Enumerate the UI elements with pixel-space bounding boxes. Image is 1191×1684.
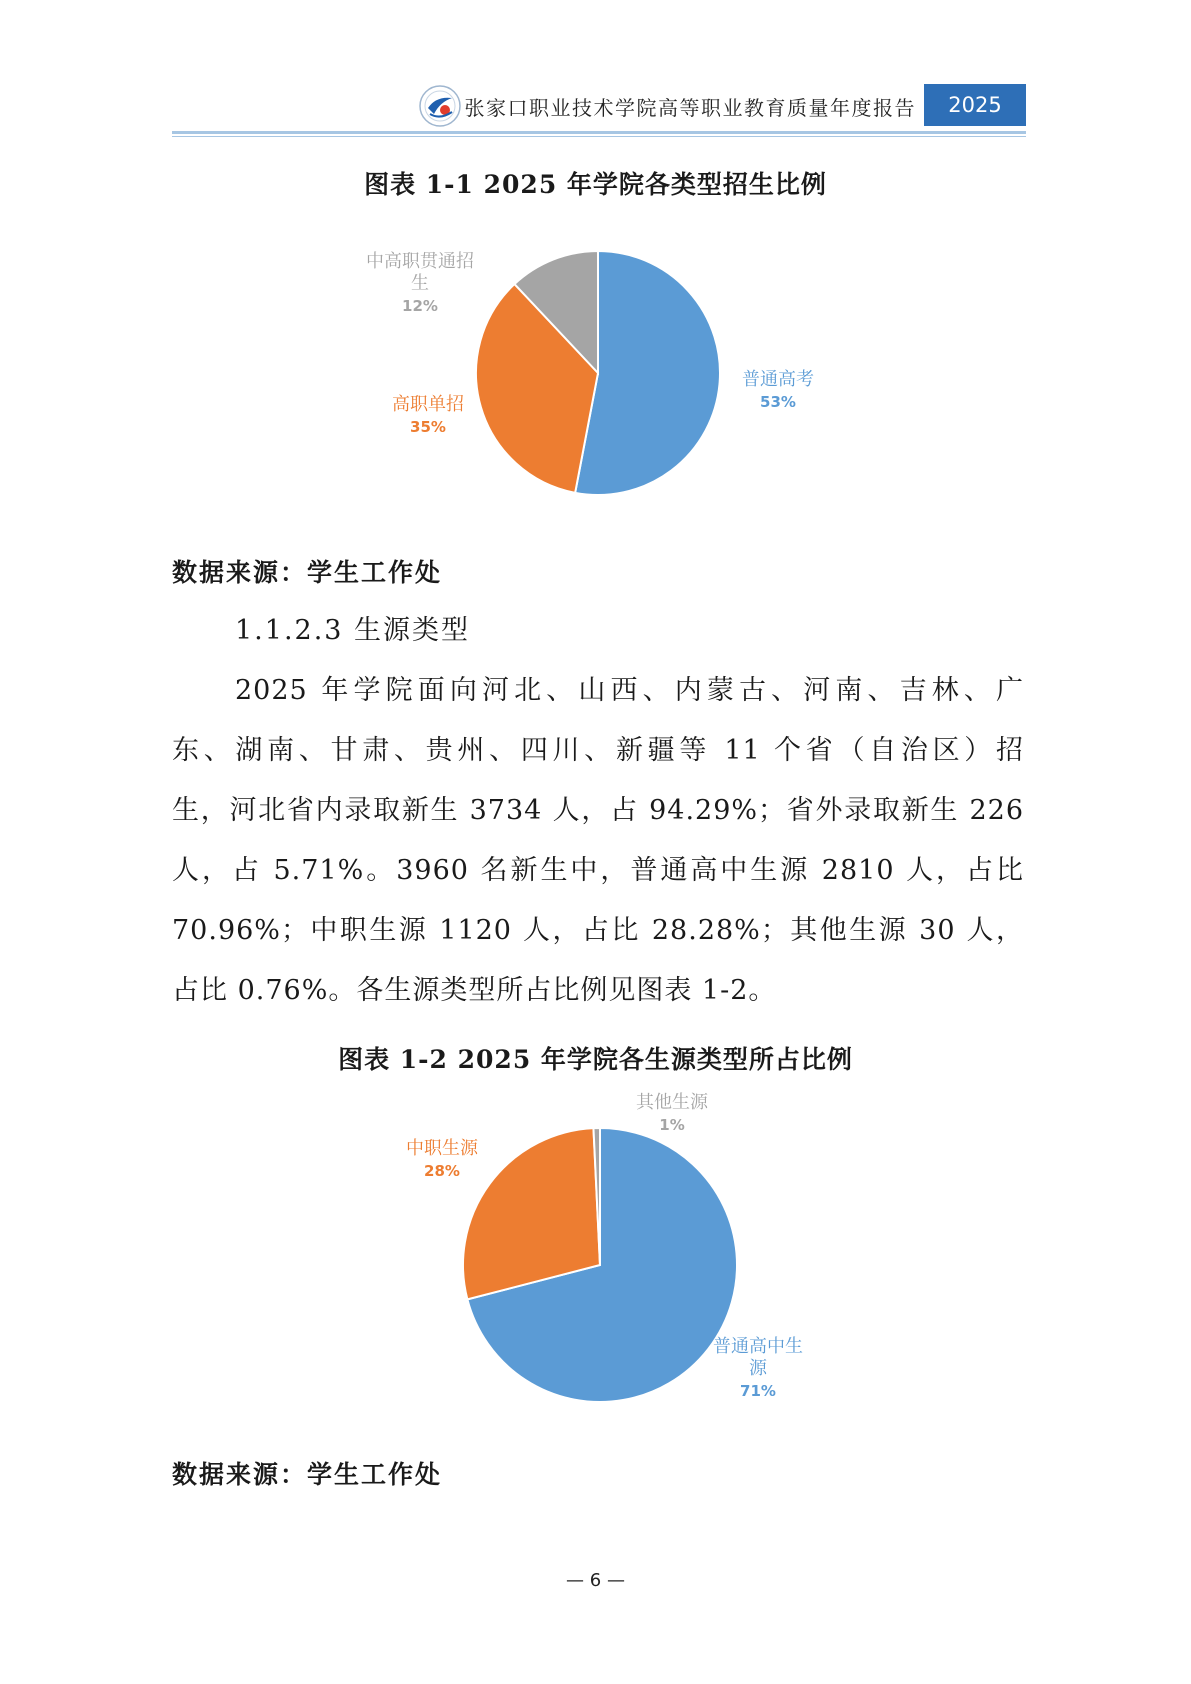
figure1-label-2-name-0: 中高职贯通招 xyxy=(366,251,474,272)
figure2-label-1-name-0: 中职生源 xyxy=(406,1138,478,1159)
figure1-label-1 xyxy=(392,394,464,436)
figure1-label-0-pct: 53% xyxy=(760,393,796,411)
figure2-label-1 xyxy=(406,1138,479,1180)
figure2-source: 数据来源：学生工作处 xyxy=(172,1460,443,1489)
figure2-label-0-name-0: 普通高中生 xyxy=(713,1336,803,1357)
figure1-label-2-pct: 12% xyxy=(402,297,438,315)
body-line-5: 70.96%；中职生源 1120 人，占比 28.28%；其他生源 30 人， xyxy=(172,915,1024,946)
year-badge: 2025 xyxy=(924,84,1026,126)
body-line-1: 2025 年学院面向河北、山西、内蒙古、河南、吉林、广 xyxy=(235,675,1024,706)
body-line-3: 生，河北省内录取新生 3734 人，占 94.29%；省外录取新生 226 xyxy=(172,795,1024,826)
body-line-2: 东、湖南、甘肃、贵州、四川、新疆等 11 个省（自治区）招 xyxy=(172,735,1024,766)
figure2-pie-svg xyxy=(380,1090,820,1420)
figure1-pie-svg xyxy=(340,240,814,510)
figure2-label-0-pct: 71% xyxy=(740,1382,776,1400)
header-rule-thin xyxy=(172,136,1026,137)
figure2-label-0-name-1: 源 xyxy=(749,1358,767,1379)
page-number: — 6 — xyxy=(566,1570,625,1591)
figure2-pie-chart xyxy=(380,1090,820,1420)
figure1-label-2 xyxy=(366,251,474,315)
figure2-caption: 图表 1-2 2025 年学院各生源类型所占比例 xyxy=(338,1045,853,1074)
report-title: 张家口职业技术学院高等职业教育质量年度报告 xyxy=(464,96,916,120)
figure1-source: 数据来源：学生工作处 xyxy=(172,558,443,587)
figure1-label-0 xyxy=(742,369,814,411)
body-line-4: 人，占 5.71%。3960 名新生中，普通高中生源 2810 人，占比 xyxy=(172,855,1024,886)
figure2-label-2-pct: 1% xyxy=(659,1116,685,1134)
figure1-label-0-name-0: 普通高考 xyxy=(742,369,814,390)
figure1-label-2-name-1: 生 xyxy=(411,273,429,294)
section-heading: 1.1.2.3 生源类型 xyxy=(235,615,471,646)
figure2-label-2 xyxy=(636,1092,709,1134)
body-line-6: 占比 0.76%。各生源类型所占比例见图表 1-2。 xyxy=(172,975,777,1006)
figure1-label-1-name-0: 高职单招 xyxy=(392,394,464,415)
header-rule xyxy=(172,131,1026,134)
college-logo-icon xyxy=(418,84,462,128)
figure2-label-2-name-0: 其他生源 xyxy=(636,1092,708,1113)
figure1-label-1-pct: 35% xyxy=(410,418,446,436)
figure1-pie-chart xyxy=(340,240,814,510)
figure2-label-0 xyxy=(713,1336,803,1400)
figure2-label-1-pct: 28% xyxy=(424,1162,460,1180)
figure1-caption: 图表 1-1 2025 年学院各类型招生比例 xyxy=(364,170,827,199)
page-header xyxy=(172,80,1026,140)
